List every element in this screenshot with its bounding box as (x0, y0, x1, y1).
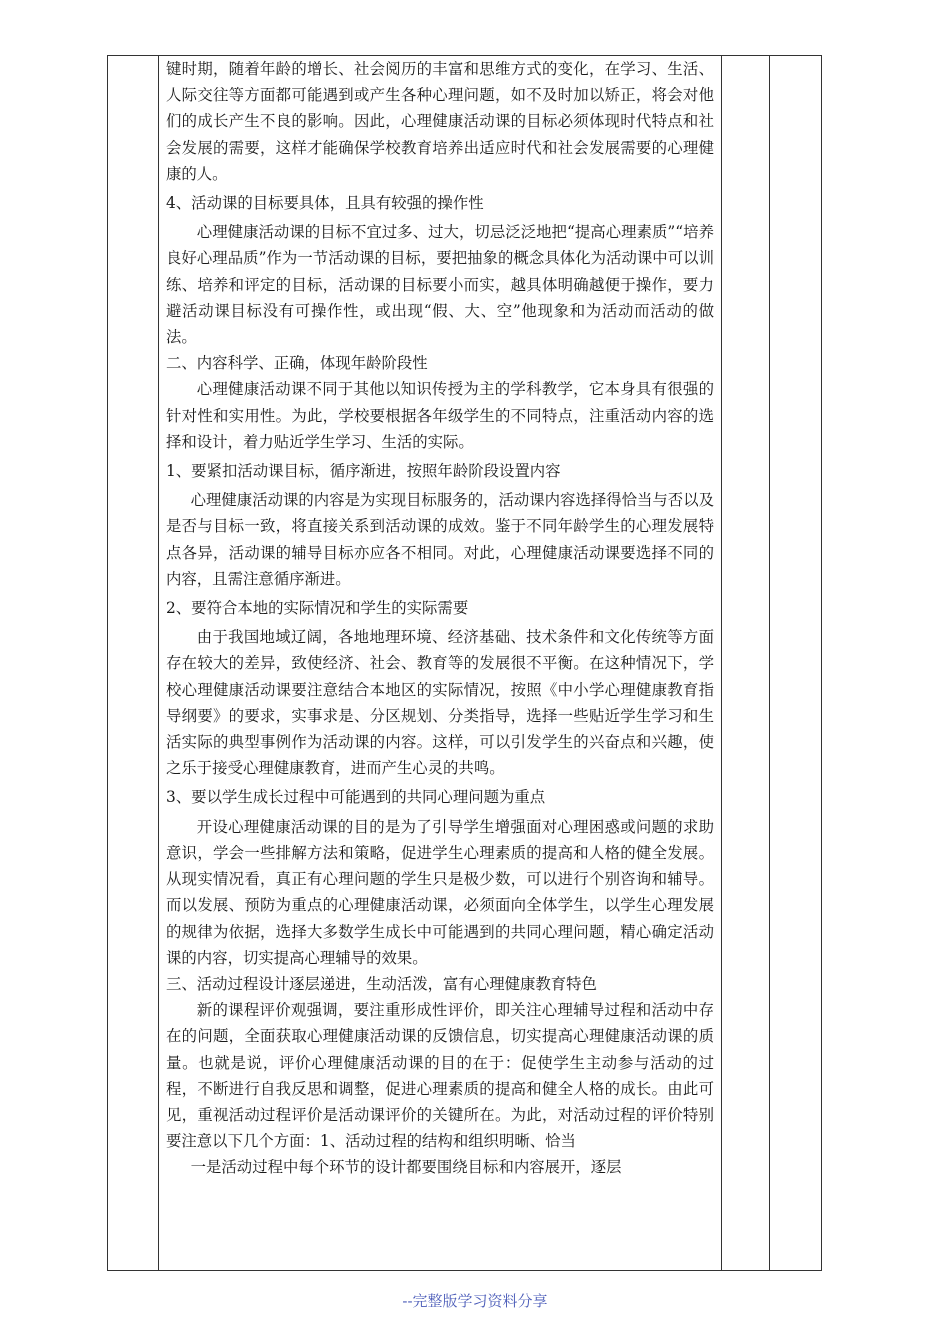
paragraph: 一是活动过程中每个环节的设计都要围绕目标和内容展开，逐层 (190, 1158, 622, 1177)
paragraph: 心理健康活动课的目标不宜过多、过大，切忌泛泛地把“提高心理素质”“培养良好心理品质”作为一节活动课的目标，要把抽象的概念具体化为活动课中可以训练、培养和评定的目标，活动课的目标要小而实，越具体明确越便于操作，要力避活动课目标没有可操作性，或出现“假、大、空”他现象和为活动而活动的做法。 (166, 223, 714, 347)
section-heading: 2、要符合本地的实际情况和学生的实际需要 (166, 599, 469, 618)
paragraph: 新的课程评价观强调，要注重形成性评价，即关注心理辅导过程和活动中存在的问题，全面获取心理健康活动课的反馈信息，切实提高心理健康活动课的质量。也就是说，评价心理健康活动课的目的在于：促使学生主动参与活动的过程，不断进行自我反思和调整，促进心理素质的提高和健全人格的成长。由此可见，重视活动过程评价是活动课评价的关键所在。为此，对活动过程的评价特别要注意以下几个方面：1、活动过程的结构和组织明晰、恰当 (166, 1001, 714, 1151)
section-heading: 1、要紧扣活动课目标，循序渐进，按照年龄阶段设置内容 (166, 462, 561, 481)
table-column-divider (158, 56, 159, 1270)
paragraph: 心理健康活动课不同于其他以知识传授为主的学科教学，它本身具有很强的针对性和实用性。为此，学校要根据各年级学生的不同特点，注重活动内容的选择和设计，着力贴近学生学习、生活的实际。 (166, 380, 714, 451)
table-column-divider (769, 56, 770, 1270)
paragraph: 由于我国地域辽阔，各地地理环境、经济基础、技术条件和文化传统等方面存在较大的差异，致使经济、社会、教育等的发展很不平衡。在这种情况下，学校心理健康活动课要注意结合本地区的实际情况，按照《中小学心理健康教育指导纲要》的要求，实事求是、分区规划、分类指导，选择一些贴近学生学习和生活实际的典型事例作为活动课的内容。这样，可以引发学生的兴奋点和兴趣，使之乐于接受心理健康教育，进而产生心灵的共鸣。 (166, 628, 714, 778)
section-heading: 4、活动课的目标要具体，且具有较强的操作性 (166, 194, 484, 213)
paragraph: 键时期，随着年龄的增长、社会阅历的丰富和思维方式的变化，在学习、生活、人际交往等方面都可能遇到或产生各种心理问题，如不及时加以矫正，将会对他们的成长产生不良的影响。因此，心理健康活动课的目标必须体现时代特点和社会发展的需要，这样才能确保学校教育培养出适应时代和社会发展需要的心理健康的人。 (166, 60, 714, 183)
paragraph: 心理健康活动课的内容是为实现目标服务的，活动课内容选择得恰当与否以及是否与目标一致，将直接关系到活动课的成效。鉴于不同年龄学生的心理发展特点各异，活动课的辅导目标亦应各不相同。对此，心理健康活动课要选择不同的内容，且需注意循序渐进。 (166, 491, 714, 588)
section-heading: 二、内容科学、正确，体现年龄阶段性 (166, 354, 428, 373)
page-footer: --完整版学习资料分享 (402, 1292, 548, 1310)
section-heading: 3、要以学生成长过程中可能遇到的共同心理问题为重点 (166, 788, 546, 807)
document-table (107, 55, 822, 1271)
section-heading: 三、活动过程设计逐层递进，生动活泼，富有心理健康教育特色 (166, 974, 597, 993)
content-cell (166, 56, 714, 1270)
paragraph: 开设心理健康活动课的目的是为了引导学生增强面对心理困惑或问题的求助意识，学会一些排解方法和策略，促进学生心理素质的提高和人格的健全发展。从现实情况看，真正有心理问题的学生只是极少数，可以进行个别咨询和辅导。而以发展、预防为重点的心理健康活动课，必须面向全体学生，以学生心理发展的规律为依据，选择大多数学生成长中可能遇到的共同心理问题，精心确定活动课的内容，切实提高心理辅导的效果。 (166, 817, 714, 967)
table-column-divider (721, 56, 722, 1270)
